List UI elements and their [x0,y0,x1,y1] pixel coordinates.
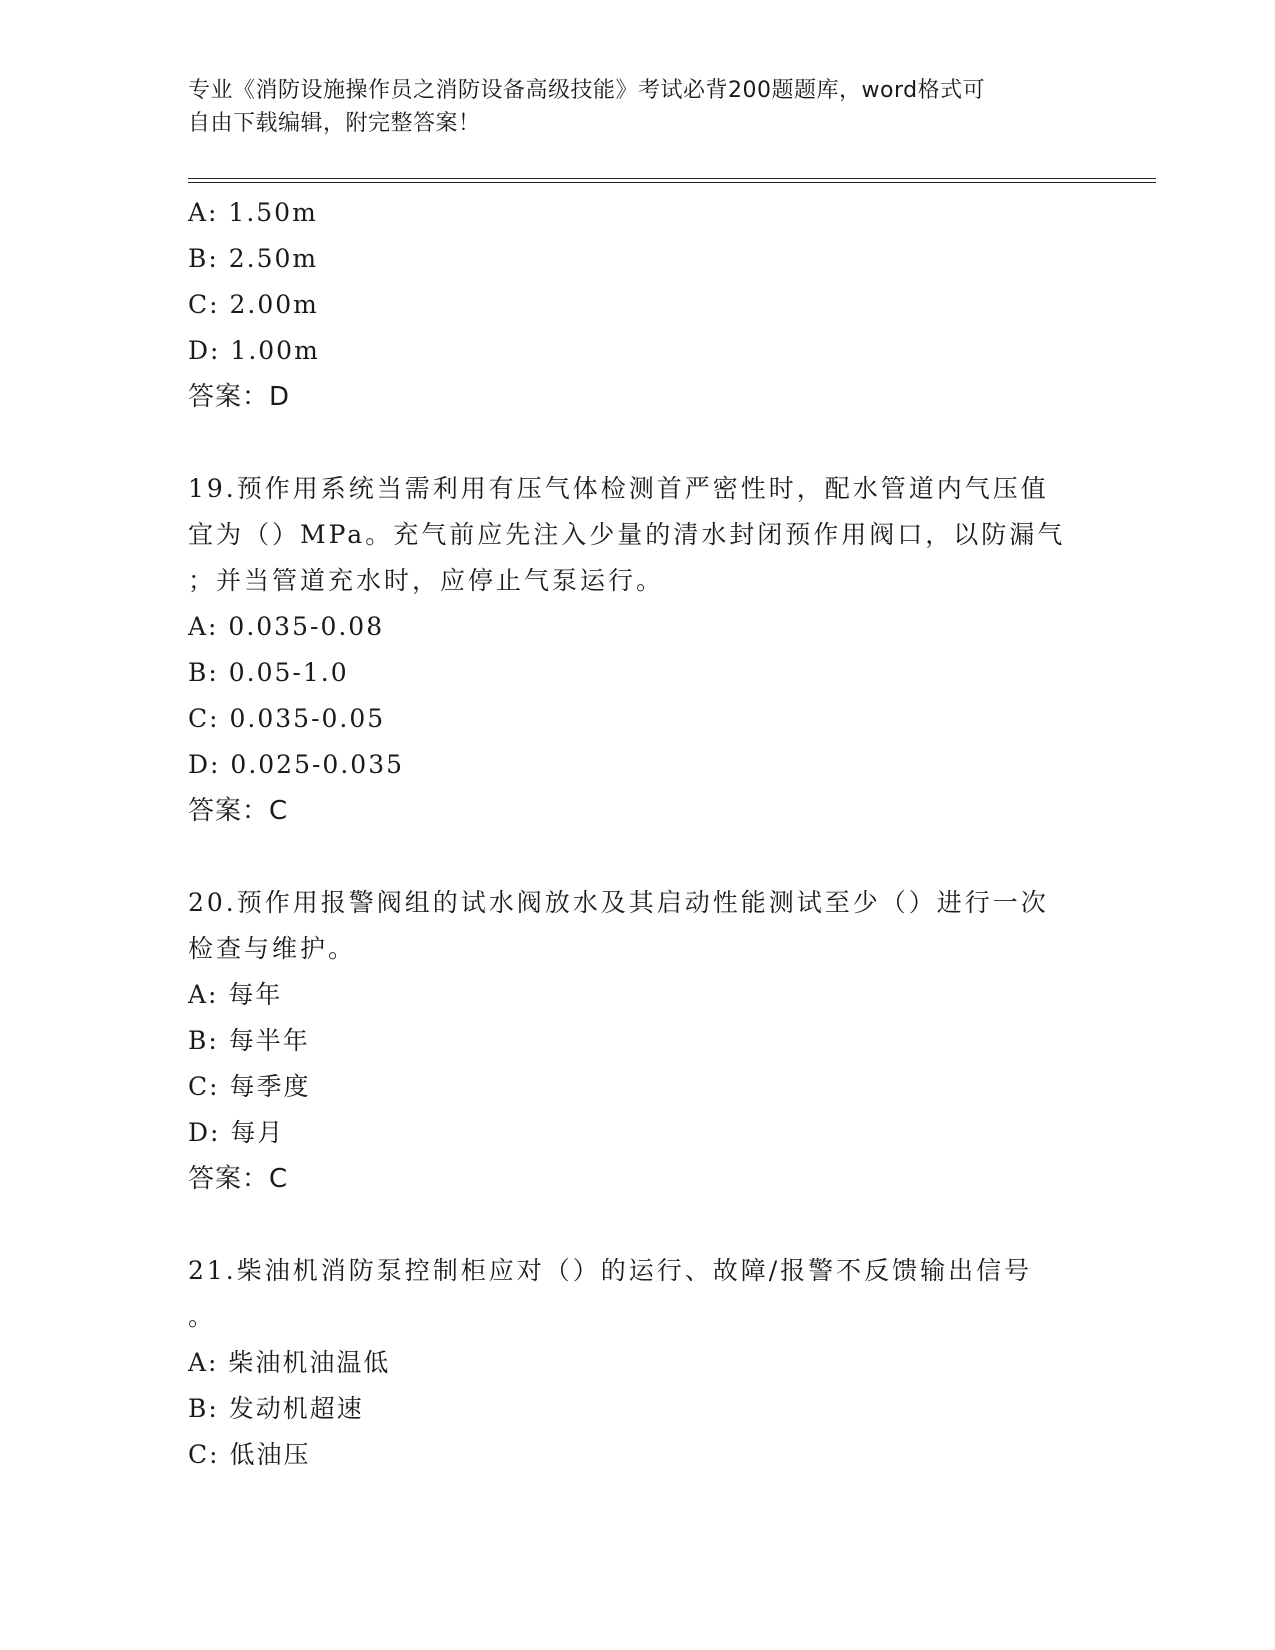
question-text-line: 21.柴油机消防泵控制柜应对（）的运行、故障/报警不反馈输出信号 [188,1256,1033,1285]
spacer [188,1202,1088,1248]
header-line-2: 自由下载编辑，附完整答案！ [188,111,481,136]
header-divider-bottom [188,182,1156,183]
answer-line: 答案：C [188,1164,289,1194]
option-b: B: 0.05-1.0 [188,658,349,687]
answer-line: 答案：C [188,796,289,826]
question-text-line: 宜为（）MPa。充气前应先注入少量的清水封闭预作用阀口，以防漏气 [188,520,1066,549]
option-b: B: 发动机超速 [188,1394,364,1423]
question-text-line: 20.预作用报警阀组的试水阀放水及其启动性能测试至少（）进行一次 [188,888,1049,917]
question-text-line: 19.预作用系统当需利用有压气体检测首严密性时，配水管道内气压值 [188,474,1049,503]
option-d: D: 每月 [188,1118,285,1147]
option-a: A: 0.035-0.08 [188,612,385,641]
option-a: A: 每年 [188,980,283,1009]
option-b: B: 每半年 [188,1026,310,1055]
page-header [188,74,1088,140]
spacer [188,420,1088,466]
option-a: A: 柴油机油温低 [188,1348,391,1377]
header-divider-top [188,178,1156,179]
question-18-tail [188,190,1088,420]
option-c: C: 低油压 [188,1440,311,1469]
option-d: D: 1.00m [188,336,320,365]
option-b: B: 2.50m [188,244,319,273]
question-text-line: 。 [188,1302,217,1331]
question-list [188,190,1088,1478]
answer-line: 答案：D [188,382,291,412]
question-19 [188,466,1088,834]
header-line-1: 专业《消防设施操作员之消防设备高级技能》考试必背200题题库，word格式可 [188,78,986,103]
option-c: C: 0.035-0.05 [188,704,386,733]
question-text-line: ；并当管道充水时，应停止气泵运行。 [188,566,665,595]
option-a: A: 1.50m [188,198,318,227]
question-text-line: 检查与维护。 [188,934,357,963]
option-c: C: 2.00m [188,290,319,319]
spacer [188,834,1088,880]
question-20 [188,880,1088,1202]
option-d: D: 0.025-0.035 [188,750,405,779]
question-21 [188,1248,1088,1478]
option-c: C: 每季度 [188,1072,311,1101]
